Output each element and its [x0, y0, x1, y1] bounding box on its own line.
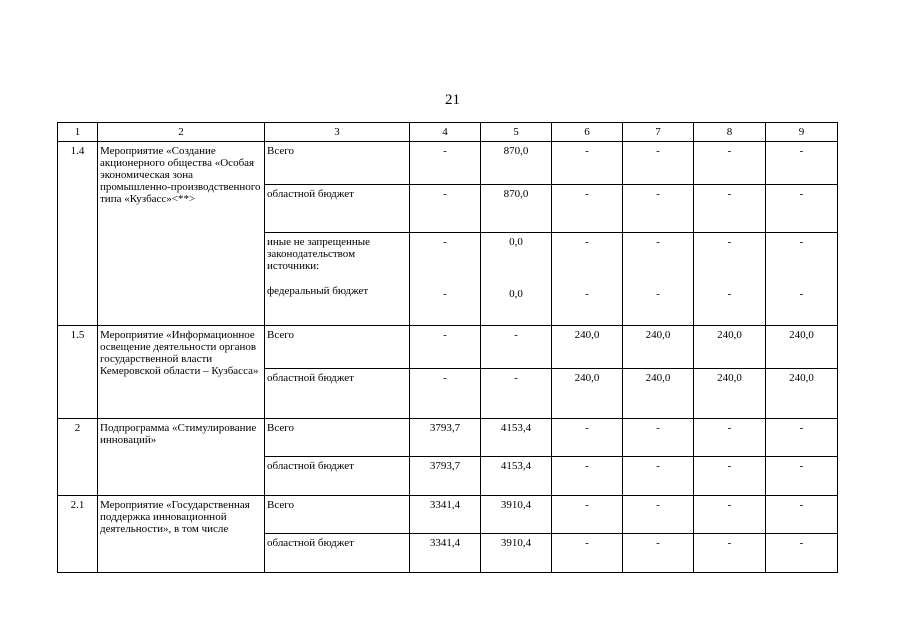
value-cell: 3910,4: [481, 534, 552, 573]
value-cell: -: [694, 185, 766, 233]
value-cell: -: [694, 419, 766, 457]
value-cell: -: [623, 185, 694, 233]
value-cell: -: [623, 142, 694, 185]
value-cell: 3910,4: [481, 496, 552, 534]
value-cell: -: [766, 534, 838, 573]
value-cell: -: [766, 142, 838, 185]
value-cell: 3793,7: [410, 457, 481, 496]
value-cell: 3341,4: [410, 534, 481, 573]
header-cell: 5: [481, 123, 552, 142]
value-cell: 4153,4: [481, 457, 552, 496]
table-row: [58, 496, 838, 534]
funding-source: областной бюджет: [265, 534, 410, 573]
header-cell: 9: [766, 123, 838, 142]
value-cell: 3793,7: [410, 419, 481, 457]
value-cell: 4153,4: [481, 419, 552, 457]
value-cell: -: [623, 457, 694, 496]
value-cell: 240,0: [623, 369, 694, 419]
header-cell: 6: [552, 123, 623, 142]
value-cell: -: [766, 496, 838, 534]
value-cell: -: [552, 419, 623, 457]
row-number: 1.5: [58, 326, 98, 419]
value-cell: 3341,4: [410, 496, 481, 534]
funding-source: Всего: [265, 142, 410, 185]
table-row: [58, 142, 838, 185]
value-cell: -: [552, 457, 623, 496]
value-cell: -: [623, 534, 694, 573]
value-cell: - -: [552, 233, 623, 326]
funding-source: Всего: [265, 326, 410, 369]
header-cell: 4: [410, 123, 481, 142]
value-cell: -: [481, 369, 552, 419]
funding-source-other: иные не запрещенные законодательством источники:: [267, 236, 371, 272]
value-cell: -: [481, 326, 552, 369]
value-cell: - -: [623, 233, 694, 326]
funding-source: областной бюджет: [265, 369, 410, 419]
row-name: Мероприятие «Создание акционерного общества «Особая экономическая зона промышленно-производственного типа «Кузбасс»<**>: [98, 142, 265, 326]
header-cell: 2: [98, 123, 265, 142]
table-row: [58, 419, 838, 457]
header-cell: 1: [58, 123, 98, 142]
header-row: [58, 123, 838, 142]
value-cell: -: [694, 496, 766, 534]
value-cell: - -: [410, 233, 481, 326]
value-cell: -: [694, 457, 766, 496]
budget-table: [57, 122, 838, 573]
funding-source: Всего: [265, 496, 410, 534]
value-cell: -: [623, 496, 694, 534]
page-number: 21: [445, 92, 460, 108]
value-cell: -: [410, 369, 481, 419]
value-cell: -: [694, 534, 766, 573]
table-row: [58, 326, 838, 369]
value-cell: -: [623, 419, 694, 457]
value-cell: -: [410, 185, 481, 233]
value-cell: -: [552, 185, 623, 233]
value-cell: 240,0: [766, 326, 838, 369]
value-cell: 240,0: [552, 369, 623, 419]
value-cell: 240,0: [694, 326, 766, 369]
row-number: 2.1: [58, 496, 98, 573]
row-name: Мероприятие «Государственная поддержка инновационной деятельности», в том числе: [98, 496, 265, 573]
header-cell: 3: [265, 123, 410, 142]
value-cell: 240,0: [623, 326, 694, 369]
value-cell: - -: [766, 233, 838, 326]
value-cell: 870,0: [481, 142, 552, 185]
header-cell: 7: [623, 123, 694, 142]
funding-source: [265, 233, 410, 326]
header-cell: 8: [694, 123, 766, 142]
value-cell: -: [410, 142, 481, 185]
funding-source: областной бюджет: [265, 457, 410, 496]
value-cell: -: [552, 142, 623, 185]
value-cell: -: [552, 496, 623, 534]
value-cell: 240,0: [694, 369, 766, 419]
value-cell: -: [766, 185, 838, 233]
value-cell: - -: [694, 233, 766, 326]
row-number: 1.4: [58, 142, 98, 326]
row-name: Подпрограмма «Стимулирование инноваций»: [98, 419, 265, 496]
value-cell: 870,0: [481, 185, 552, 233]
row-name: Мероприятие «Информационное освещение деятельности органов государственной власти Кемеровской области – Кузбасса»: [98, 326, 265, 419]
value-cell: 240,0: [552, 326, 623, 369]
value-cell: 0,0 0,0: [481, 233, 552, 326]
value-cell: -: [552, 534, 623, 573]
value-cell: -: [694, 142, 766, 185]
value-cell: -: [766, 457, 838, 496]
value-cell: 240,0: [766, 369, 838, 419]
funding-source: областной бюджет: [265, 185, 410, 233]
value-cell: -: [766, 419, 838, 457]
row-number: 2: [58, 419, 98, 496]
value-cell: -: [410, 326, 481, 369]
funding-source: Всего: [265, 419, 410, 457]
funding-source-federal: федеральный бюджет: [267, 285, 369, 297]
